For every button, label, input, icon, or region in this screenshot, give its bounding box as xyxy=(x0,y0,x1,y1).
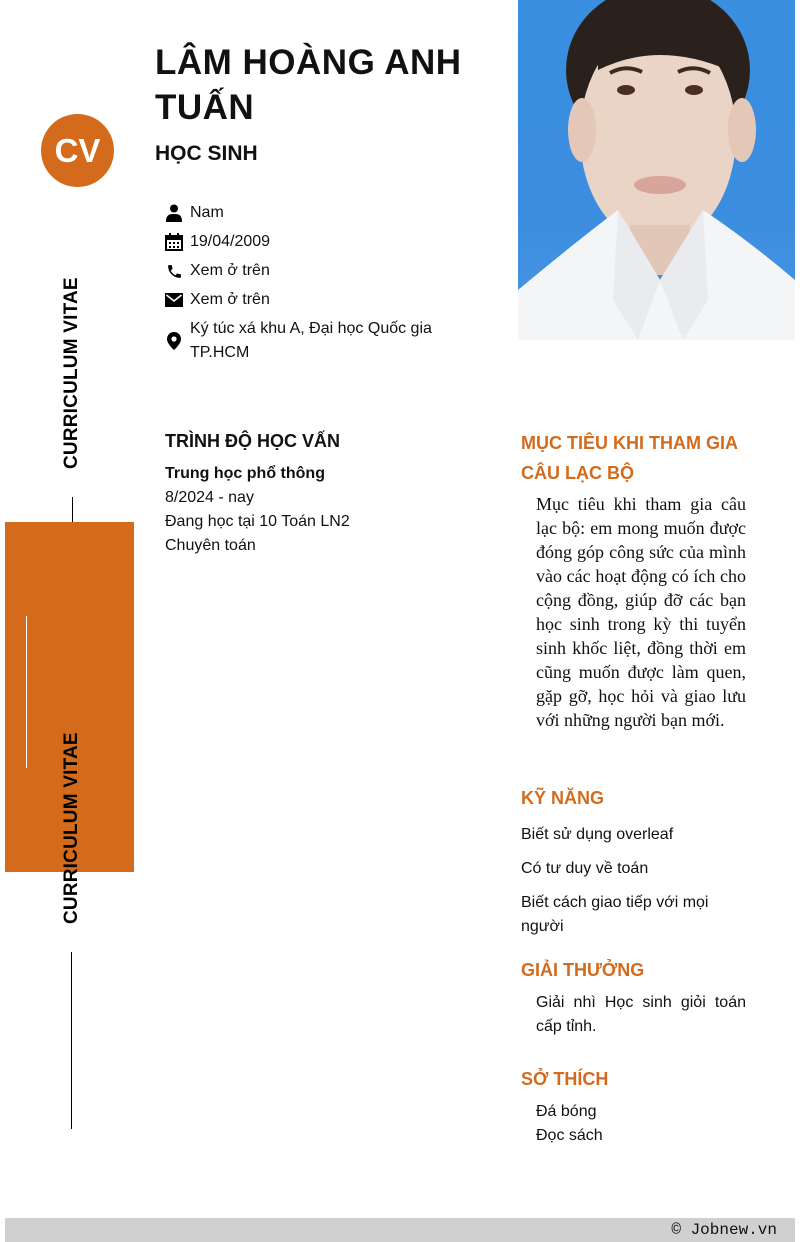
birthday-value: 19/04/2009 xyxy=(190,233,271,250)
skill-item: Biết cách giao tiếp với mọi người xyxy=(521,894,709,935)
divider-line-bottom xyxy=(71,952,72,1129)
location-icon xyxy=(165,332,183,350)
skills-title: KỸ NĂNG xyxy=(521,788,605,808)
email-value: Xem ở trên xyxy=(190,291,270,308)
user-icon xyxy=(165,204,183,222)
contact-list xyxy=(165,201,435,370)
mail-icon xyxy=(165,291,183,309)
hobby-item: Đá bóng xyxy=(536,1103,597,1120)
hobby-item: Đọc sách xyxy=(536,1127,603,1144)
awards-section xyxy=(521,955,746,1039)
contact-gender xyxy=(165,201,435,225)
address-value: Ký túc xá khu A, Đại học Quốc gia TP.HCM xyxy=(190,320,432,361)
education-period: 8/2024 - nay xyxy=(165,489,254,506)
contact-email xyxy=(165,288,435,312)
objective-section xyxy=(521,428,746,732)
education-section xyxy=(165,431,465,558)
phone-value: Xem ở trên xyxy=(190,262,270,279)
candidate-role: HỌC SINH xyxy=(155,142,258,165)
hobbies-list xyxy=(536,1100,746,1148)
contact-phone xyxy=(165,259,435,283)
skill-item: Biết sử dụng overleaf xyxy=(521,826,674,843)
education-school: Trung học phổ thông xyxy=(165,465,325,482)
candidate-name: LÂM HOÀNG ANH TUẤN xyxy=(155,43,462,127)
education-detail: Đang học tại 10 Toán LN2 xyxy=(165,513,350,530)
skills-section xyxy=(521,783,746,939)
contact-address xyxy=(165,317,435,365)
gender-value: Nam xyxy=(190,204,224,221)
calendar-icon xyxy=(165,233,183,251)
profile-photo xyxy=(518,0,795,340)
objective-title: MỤC TIÊU KHI THAM GIA CÂU LẠC BỘ xyxy=(521,433,738,483)
cv-badge: CV xyxy=(41,114,114,187)
vertical-label-bottom: CURRICULUM VITAE xyxy=(61,732,82,924)
awards-title: GIẢI THƯỞNG xyxy=(521,960,645,980)
phone-icon xyxy=(165,262,183,280)
objective-text: Mục tiêu khi tham gia câu lạc bộ: em mong muốn được đóng góp công sức của mình vào các hoạt động có ích cho cộng đồng, giúp đỡ các bạn học sinh trong kỳ thi tuyển sinh khốc liệt, đồng thời em cũng muốn được làm quen, gặp gỡ, học hỏi và giao lưu với những người bạn mới. xyxy=(536,494,746,730)
hobbies-title: SỞ THÍCH xyxy=(521,1069,609,1089)
contact-birthday xyxy=(165,230,435,254)
footer-copyright: © Jobnew.vn xyxy=(5,1218,795,1242)
education-major: Chuyên toán xyxy=(165,537,256,554)
education-title: TRÌNH ĐỘ HỌC VẤN xyxy=(165,431,340,451)
awards-text: Giải nhì Học sinh giỏi toán cấp tỉnh. xyxy=(536,994,746,1035)
vertical-label-top: CURRICULUM VITAE xyxy=(61,277,82,469)
divider-line-white xyxy=(26,616,27,768)
skill-item: Có tư duy về toán xyxy=(521,860,649,877)
hobbies-section xyxy=(521,1064,746,1148)
